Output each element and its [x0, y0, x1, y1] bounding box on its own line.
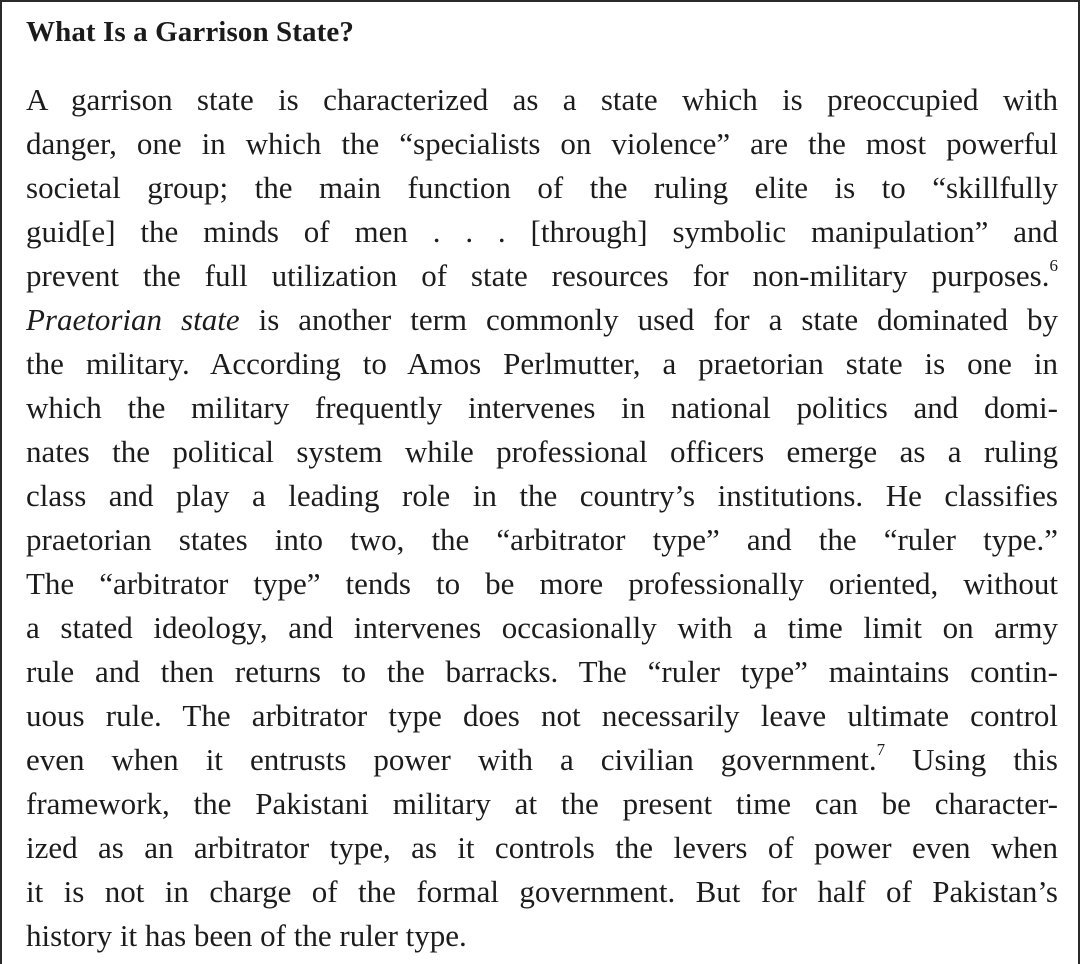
text-line: uous rule. The arbitrator type does not necessarily leave ultimate control [26, 698, 1058, 733]
text-line: praetorian states into two, the “arbitrator type” and the “ruler type.” [26, 522, 1058, 557]
text-line: even when it entrusts power with a civilian government.$^7$ Using this [26, 739, 1058, 777]
text-line: which the military frequently intervenes in national politics and domi- [26, 390, 1058, 425]
text-line: societal group; the main function of the ruling elite is to “skillfully [26, 170, 1058, 205]
italic-term: Praetorian state [26, 302, 240, 337]
text-line: the military. According to Amos Perlmutter, a praetorian state is one in [26, 346, 1058, 381]
text-line: rule and then returns to the barracks. The “ruler type” maintains contin- [26, 654, 1058, 689]
footnote-marker[interactable]: 6 [1049, 255, 1058, 275]
text-line: danger, one in which the “specialists on violence” are the most powerful [26, 126, 1058, 161]
section-heading: What Is a Garrison State? [26, 16, 354, 48]
footnote-marker[interactable]: 7 [876, 739, 886, 759]
text-line: class and play a leading role in the country’s institutions. He classifies [26, 478, 1058, 513]
text-line: Praetorian state is another term commonly used for a state dominated by [26, 302, 1058, 337]
text-line: guid[e] the minds of men . . . [through] symbolic manipulation” and [26, 214, 1058, 249]
text-line: prevent the full utilization of state resources for non-military purposes.$^6$ [26, 255, 1058, 293]
text-line: A garrison state is characterized as a state which is preoccupied with [26, 82, 1058, 117]
text-line: ized as an arbitrator type, as it controls the levers of power even when [26, 830, 1058, 865]
text-line: nates the political system while professional officers emerge as a ruling [26, 434, 1058, 469]
text-line: framework, the Pakistani military at the present time can be character- [26, 786, 1058, 821]
text-line: it is not in charge of the formal government. But for half of Pakistan’s [26, 874, 1058, 909]
text-line: history it has been of the ruler type. [26, 918, 467, 953]
text-line: The “arbitrator type” tends to be more professionally oriented, without [26, 566, 1058, 601]
text-line: a stated ideology, and intervenes occasionally with a time limit on army [26, 610, 1058, 645]
